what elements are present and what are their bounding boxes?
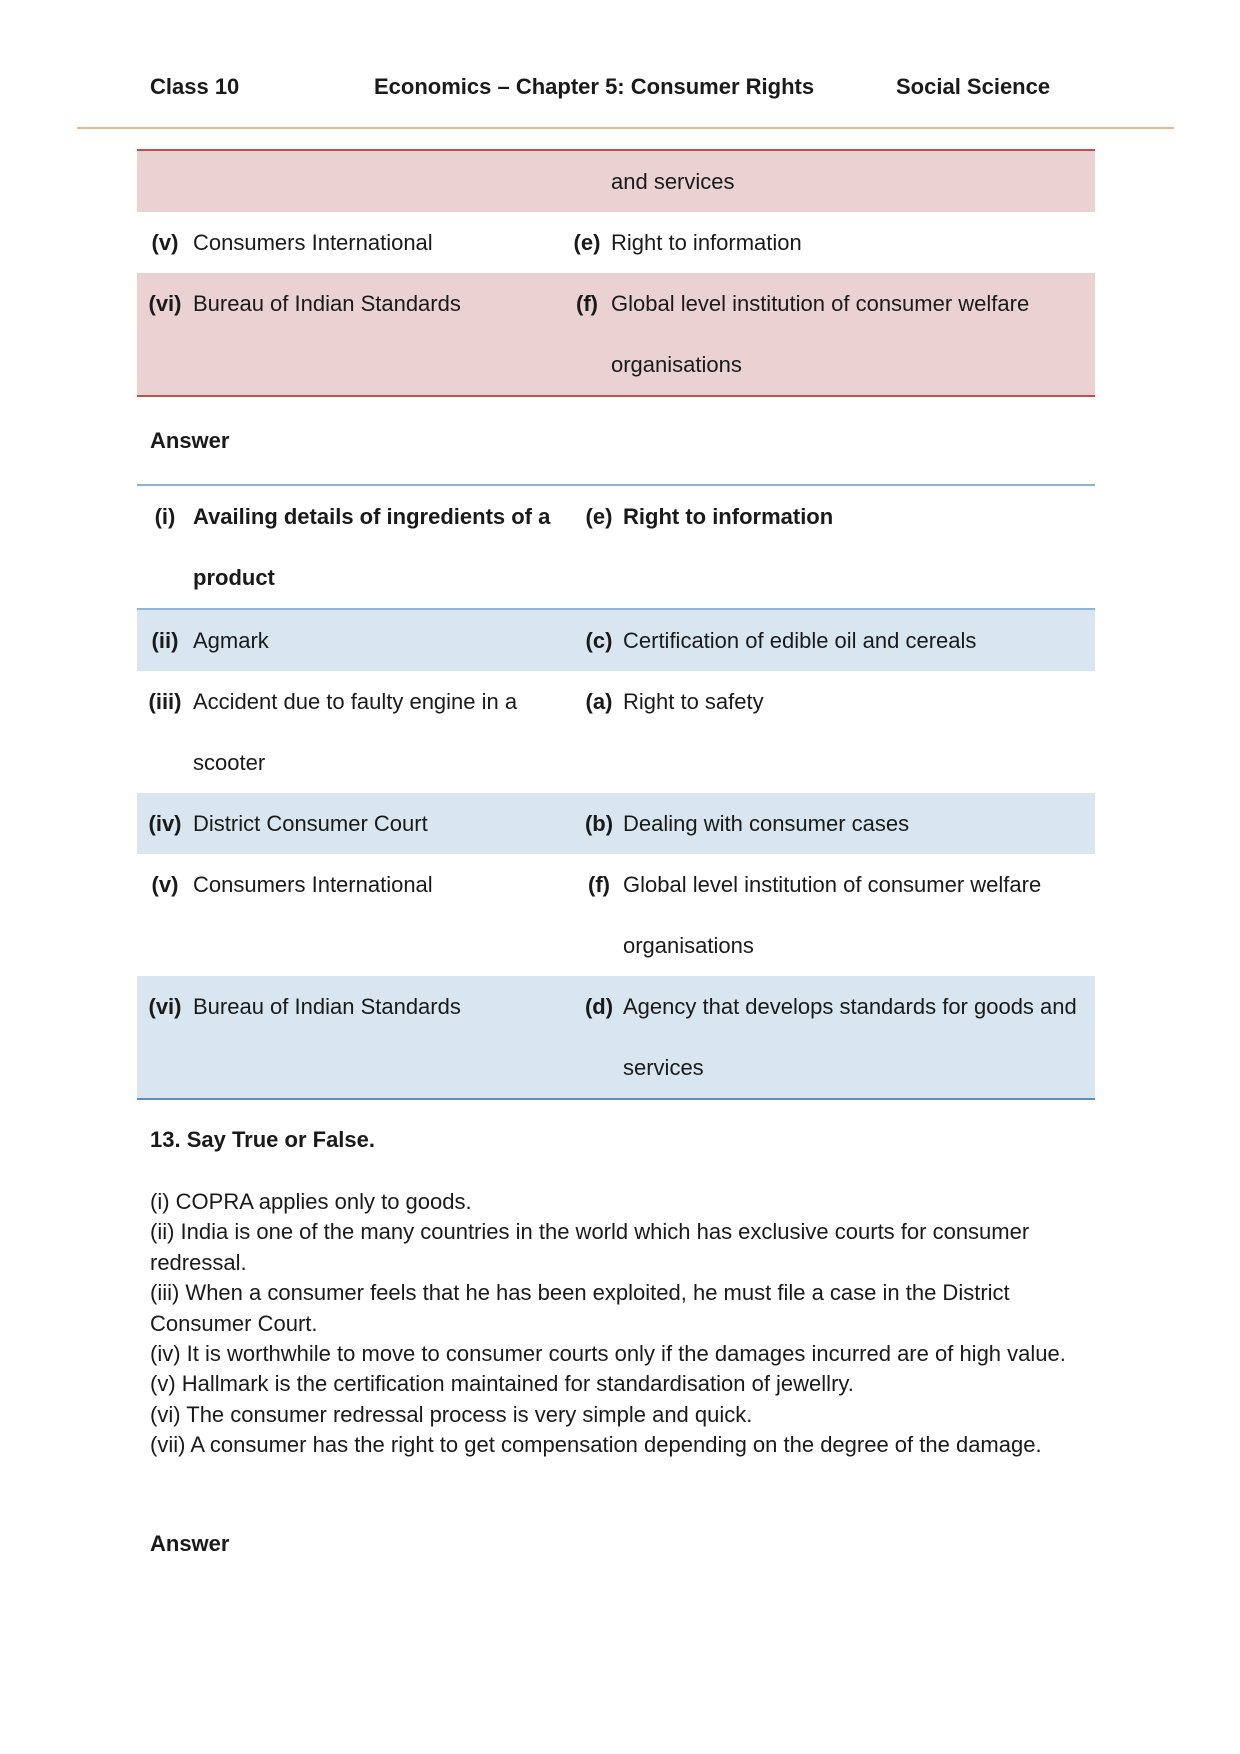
column-a-text [193,150,563,212]
column-b-text: Global level institution of consumer welfare organisations [611,273,1095,396]
table-row [137,212,1095,273]
match-table-answer [137,484,1095,1100]
column-a-text: Availing details of ingredients of a product [193,485,575,609]
row-number: (i) [137,485,193,609]
column-b-text: Agency that develops standards for goods and services [623,976,1095,1099]
table-row [137,976,1095,1099]
header-chapter-title: Economics – Chapter 5: Consumer Rights [374,74,815,99]
table-row [137,854,1095,976]
column-b-text: Global level institution of consumer welfare organisations [623,872,1042,958]
row-number: (ii) [137,609,193,671]
column-a-text: Accident due to faulty engine in a scooter [193,689,518,775]
row-number: (v) [151,872,179,897]
list-item: (iii) When a consumer feels that he has been exploited, he must file a case in the District Consumer Court. [150,1280,1010,1336]
answer-label: Answer [150,1531,230,1556]
table-row [137,609,1095,671]
row-letter: (d) [575,976,623,1099]
column-b-text: Dealing with consumer cases [623,793,1095,854]
list-item: (iv) It is worthwhile to move to consumer courts only if the damages incurred are of high value. [150,1341,1066,1367]
header-class: Class 10 [150,74,240,99]
row-number: (v) [151,230,179,255]
list-item: (vi) The consumer redressal process is very simple and quick. [150,1401,753,1427]
column-a-text: Consumers International [193,872,433,897]
header-divider [77,127,1174,129]
row-letter: (c) [575,609,623,671]
table-row [137,671,1095,793]
list-item: (ii) India is one of the many countries in the world which has exclusive courts for consumer redressal. [150,1219,1030,1275]
column-b-text: and services [611,150,1095,212]
row-number: (vi) [137,273,193,396]
row-letter: (a) [585,689,613,714]
list-item: (vii) A consumer has the right to get compensation depending on the degree of the damage. [150,1432,1042,1458]
row-letter: (b) [575,793,623,854]
row-number: (vi) [137,976,193,1099]
column-a-text: Bureau of Indian Standards [193,976,575,1099]
header-subject: Social Science [896,74,1051,99]
question-13-title: 13. Say True or False. [150,1127,376,1152]
row-number: (iv) [137,793,193,854]
column-a-text: Agmark [193,609,575,671]
row-letter: (e) [573,230,601,255]
list-item: (i) COPRA applies only to goods. [150,1189,472,1214]
table-row [137,793,1095,854]
page-header [0,74,1240,108]
row-letter: (f) [588,872,610,897]
column-b-text: Right to safety [623,689,764,714]
row-letter: (e) [575,485,623,609]
row-letter: (f) [563,273,611,396]
match-table-question [137,149,1095,397]
column-b-text: Right to information [611,230,802,255]
table-row [137,150,1095,212]
table-row [137,273,1095,396]
column-b-text: Certification of edible oil and cereals [623,609,1095,671]
list-item: (v) Hallmark is the certification maintained for standardisation of jewellry. [150,1371,854,1397]
column-a-text: Bureau of Indian Standards [193,273,563,396]
column-b-text: Right to information [623,485,1095,609]
answer-label: Answer [150,428,230,453]
column-a-text: Consumers International [193,230,433,255]
table-row [137,485,1095,609]
row-number [137,150,193,212]
column-a-text: District Consumer Court [193,793,575,854]
row-number: (iii) [148,689,182,714]
true-false-statements [150,1187,1100,1461]
row-letter [563,150,611,212]
